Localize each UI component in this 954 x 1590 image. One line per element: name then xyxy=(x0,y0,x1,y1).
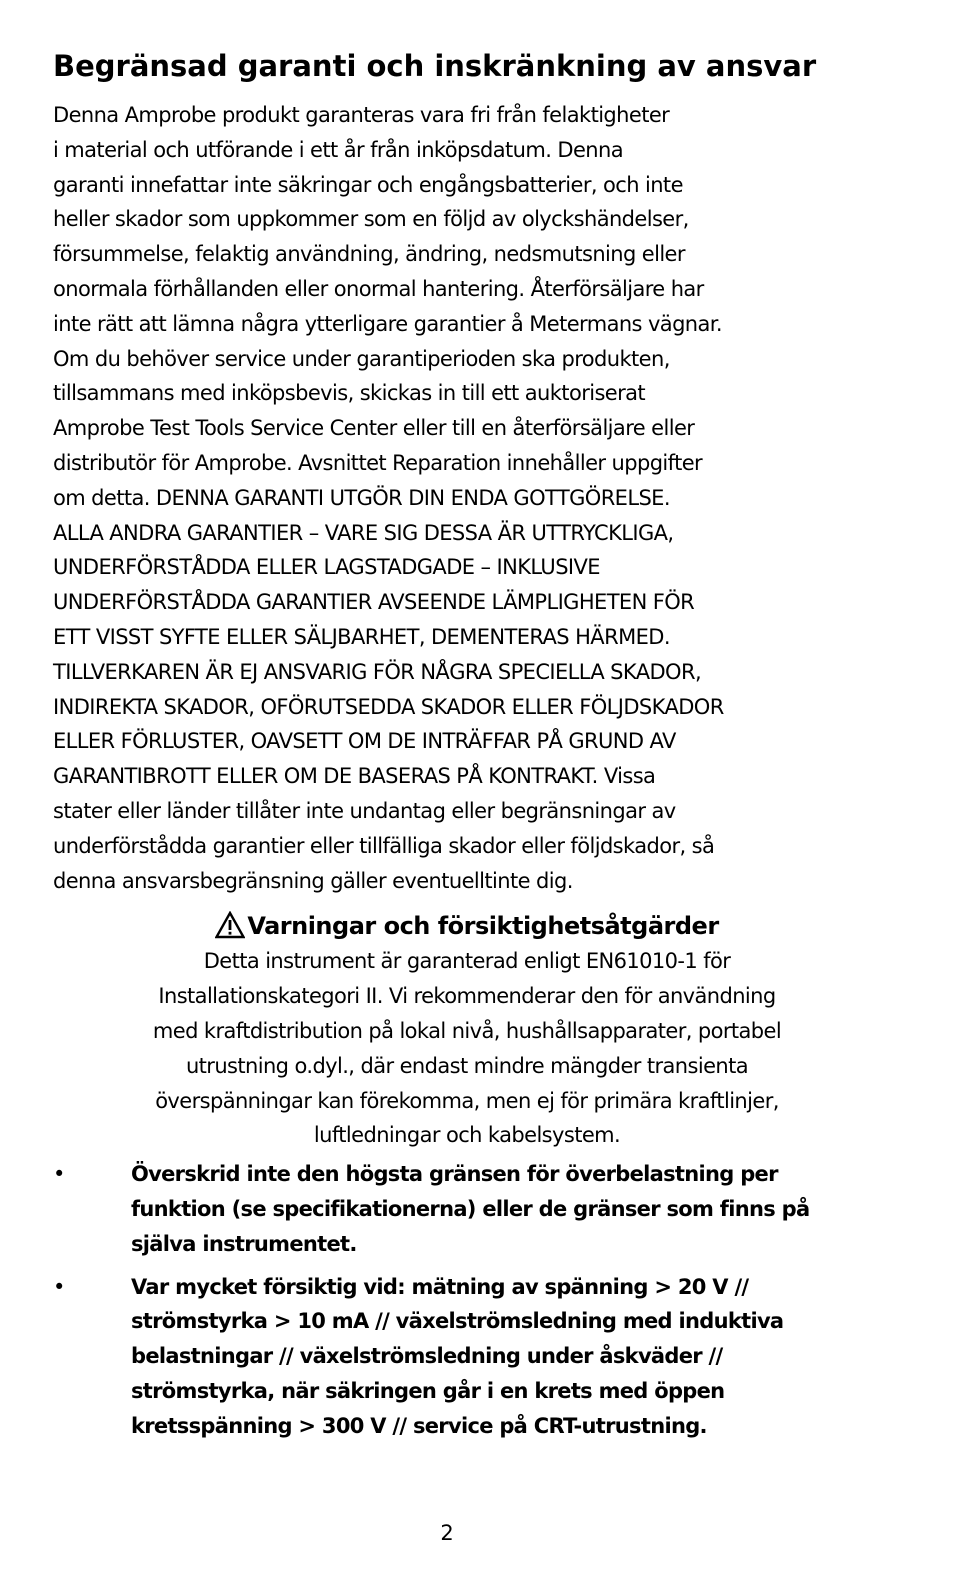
list-item xyxy=(53,1157,881,1261)
warning-triangle-icon xyxy=(215,911,245,939)
warning-item-text: Var mycket försiktig vid: mätning av spänning > 20 V // strömstyrka > 10 mA // växelströmsledning med induktiva belastningar // växelströmsledning under åskväder // strömstyrka, när säkringen går i en krets med öppen kretsspänning > 300 V // service på CRT-utrustning. xyxy=(131,1274,784,1438)
warnings-intro: Detta instrument är garanterad enligt EN61010-1 för Installationskategori II. Vi rekommenderar den för användning med kraftdistribution på lokal nivå, hushållsapparater, portabel utrustning o.dyl., där endast mindre mängder transienta överspänningar kan förekomma, men ej för primära kraftlinjer, luftledningar och kabelsystem. xyxy=(152,949,782,1148)
manual-page xyxy=(53,44,881,1451)
list-item xyxy=(53,1270,881,1444)
warning-item-text: Överskrid inte den högsta gränsen för överbelastning per funktion (se specifikationerna) eller de gränser som finns på själva instrumentet. xyxy=(131,1162,810,1256)
warnings-list xyxy=(53,1157,881,1443)
warnings-heading-text: Varningar och försiktighetsåtgärder xyxy=(247,912,719,941)
bullet-icon: • xyxy=(53,1274,66,1299)
bullet-icon: • xyxy=(53,1162,66,1187)
page-number: 2 xyxy=(440,1521,454,1545)
warnings-heading xyxy=(53,908,881,944)
warranty-title: Begränsad garanti och inskränkning av ansvar xyxy=(53,49,817,83)
warranty-body: Denna Amprobe produkt garanteras vara fri från felaktigheter i material och utförande i ett år från inköpsdatum. Denna garanti innefattar inte säkringar och engångsbatterier, och inte heller skador som uppkommer som en följd av olyckshändelser, försummelse, felaktig användning, ändring, nedsmutsning eller onormala förhållanden eller onormal hantering. Återförsäljare har inte rätt att lämna några ytterligare garantier å Metermans vägnar. Om du behöver service under garantiperioden ska produkten, tillsammans med inköpsbevis, skickas in till ett auktoriserat Amprobe Test Tools Service Center eller till en återförsäljare eller distributör för Amprobe. Avsnittet Reparation innehåller uppgifter om detta. DENNA GARANTI UTGÖR DIN ENDA GOTTGÖRELSE. ALLA ANDRA GARANTIER – VARE SIG DESSA ÄR UTTRYCKLIGA, UNDERFÖRSTÅDDA ELLER LAGSTADGADE – INKLUSIVE UNDERFÖRSTÅDDA GARANTIER AVSEENDE LÄMPLIGHETEN FÖR ETT VISST SYFTE ELLER SÄLJBARHET, DEMENTERAS HÄRMED. TILLVERKAREN ÄR EJ ANSVARIG FÖR NÅGRA SPECIELLA SKADOR, INDIREKTA SKADOR, OFÖRUTSEDDA SKADOR ELLER FÖLJDSKADOR ELLER FÖRLUSTER, OAVSETT OM DE INTRÄFFAR PÅ GRUND AV GARANTIBROTT ELLER OM DE BASERAS PÅ KONTRAKT. Vissa stater eller länder tillåter inte undantag eller begränsningar av underförstådda garantier eller tillfälliga skador eller följdskador, så denna ansvarsbegränsning gäller eventuelltinte dig. xyxy=(53,103,724,893)
